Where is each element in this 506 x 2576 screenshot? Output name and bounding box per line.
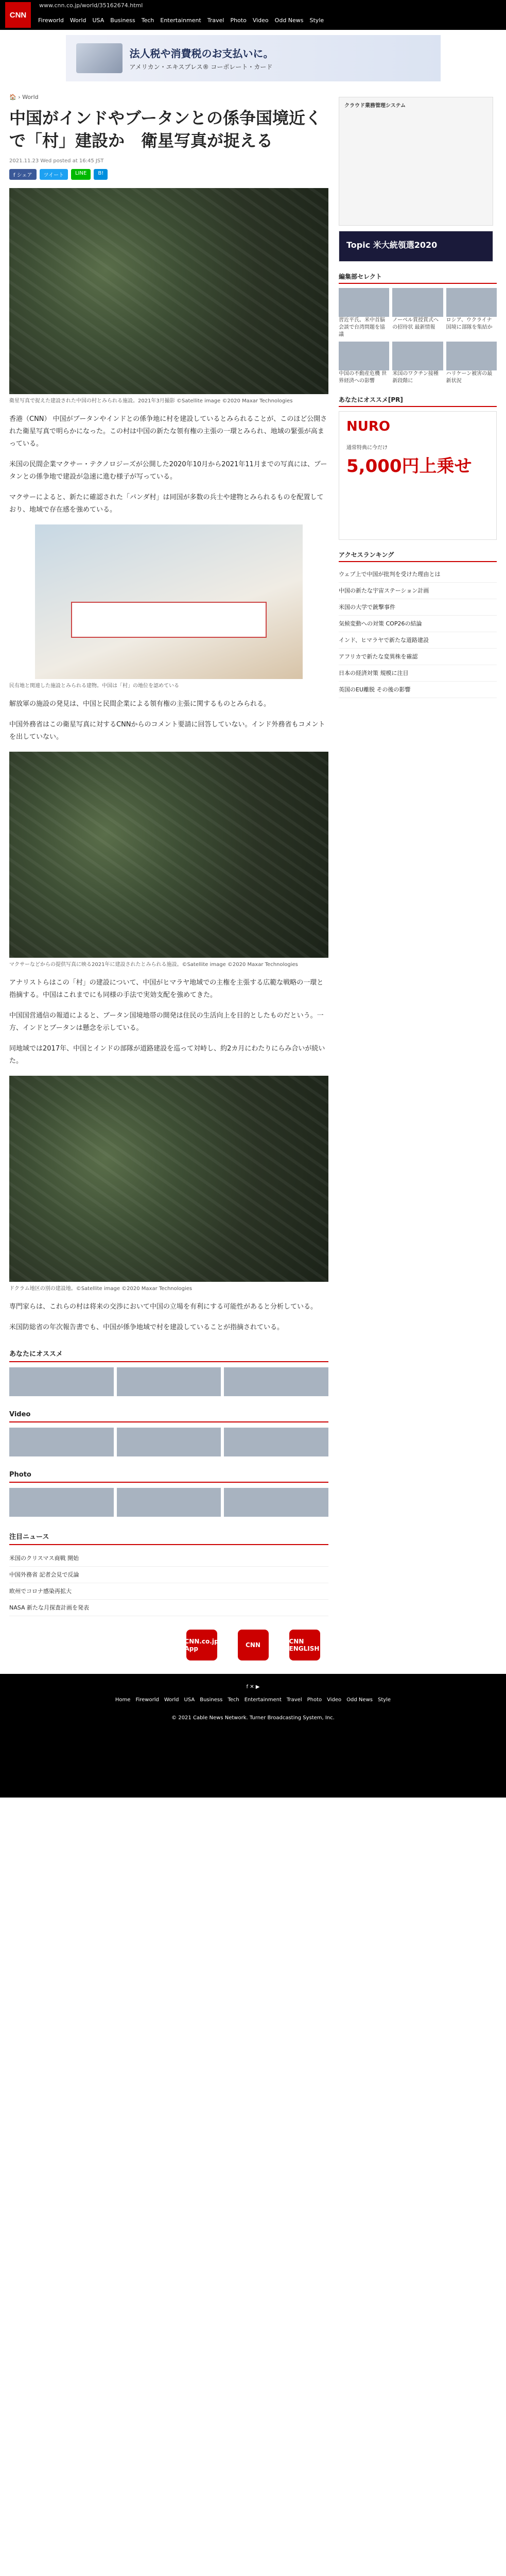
article-paragraph: マクサーによると、新たに確認された「パンダ村」は同国が多数の兵士や建物とみられるものを配置しており、地域で存在感を強めている。 — [9, 494, 324, 514]
recommend-thumb[interactable] — [117, 1367, 221, 1396]
article-date: 2021.11.23 Wed posted at 16:45 JST — [9, 158, 104, 164]
editor-thumb[interactable] — [339, 288, 389, 317]
ranking-item[interactable]: ウェブ上で中国が批判を受けた理由とは — [339, 566, 497, 583]
footer-nav-item[interactable]: Odd News — [346, 1697, 373, 1703]
editor-select-heading: 編集部セレクト — [339, 272, 497, 284]
ranking-heading: アクセスランキング — [339, 550, 497, 562]
nav-item[interactable]: Travel — [207, 16, 224, 24]
footer-nav-item[interactable]: World — [164, 1697, 179, 1703]
photo-thumb[interactable] — [9, 1488, 114, 1517]
main-nav — [38, 17, 324, 24]
footer-nav-item[interactable]: Video — [327, 1697, 342, 1703]
social-icons: f ✕ ▶ — [246, 1684, 260, 1690]
app-icon[interactable]: CNN ENGLISH — [289, 1630, 320, 1660]
photo-heading: Photo — [9, 1468, 328, 1483]
nav-item[interactable]: Business — [110, 16, 135, 24]
recommend-grid — [9, 1367, 328, 1396]
app-icon[interactable]: CNN.co.jp App — [186, 1630, 217, 1660]
article-paragraph: 解放軍の施設の発見は、中国と民間企業による領有権の主張に関するものとみられる。 — [9, 700, 271, 708]
amex-card-image — [76, 43, 123, 73]
ranking-item[interactable]: 気候変動への対策 COP26の結論 — [339, 616, 497, 632]
satellite-image-3 — [9, 1076, 328, 1282]
article-paragraph: 中国外務省はこの衛星写真に対するCNNからのコメント要請に回答していない。インド外務省もコメントを出していない。 — [9, 721, 325, 741]
sidebar — [339, 87, 497, 1616]
editor-thumb[interactable] — [446, 288, 497, 317]
odd-news-heading: 注目ニュース — [9, 1528, 328, 1545]
nav-item[interactable]: Entertainment — [160, 16, 201, 24]
photo-sign — [71, 602, 267, 638]
odd-news-list — [9, 1550, 328, 1616]
editor-item-text[interactable]: ノーベル賞授賞式への招待状 最新情報 — [392, 317, 439, 330]
ranking-item[interactable]: 中国の新たな宇宙ステーション計画 — [339, 583, 497, 599]
footer-nav-item[interactable]: Travel — [286, 1697, 302, 1703]
footer-nav-item[interactable]: Fireworld — [135, 1697, 159, 1703]
satellite-image-1 — [9, 188, 328, 394]
recommend-pr-heading: あなたにオススメ[PR] — [339, 395, 497, 407]
editor-thumb[interactable] — [446, 342, 497, 370]
article-paragraph: 専門家らは、これらの村は将来の交渉において中国の立場を有利にする可能性があると分析している。 — [9, 1303, 318, 1311]
nav-item[interactable]: Tech — [141, 16, 154, 24]
nav-item[interactable]: Odd News — [274, 16, 304, 24]
recommend-thumb[interactable] — [224, 1367, 328, 1396]
nuro-sub: 通常特典に今だけ — [346, 445, 388, 451]
ad-subline: アメリカン・エキスプレス® コーポレート・カード — [129, 63, 273, 71]
image-caption: マクサーなどからの提供写真に映る2021年に建設されたとみられる施設。©Satellite image ©2020 Maxar Technologies — [9, 962, 298, 968]
list-item[interactable]: 中国外務省 記者会見で反論 — [9, 1567, 328, 1583]
breadcrumb-world[interactable]: World — [22, 94, 39, 100]
satellite-image-2 — [9, 752, 328, 958]
nav-item[interactable]: Style — [309, 16, 324, 24]
facebook-share-button[interactable]: f シェア — [9, 169, 37, 180]
app-icon[interactable]: CNN — [238, 1630, 269, 1660]
nuro-big-text: 5,000円上乗せ — [346, 456, 472, 477]
ad-headline: 法人税や消費税のお支払いに。 — [129, 47, 274, 60]
editor-item-text[interactable]: 米国のワクチン接種 新段階に — [392, 371, 439, 384]
app-links — [0, 1630, 506, 1660]
recommend-heading: あなたにオススメ — [9, 1345, 328, 1362]
topic-banner[interactable]: Topic 米大統領選2020 — [339, 231, 493, 262]
line-share-button[interactable]: LINE — [71, 169, 91, 180]
footer-nav-item[interactable]: Tech — [228, 1697, 239, 1703]
footer — [0, 1674, 506, 1798]
image-caption: 民有地と関連した施設とみられる建物。中国は「村」の地位を認めている — [9, 683, 179, 689]
editor-item-text[interactable]: ロシア、ウクライナ国境に部隊を集結か — [446, 317, 493, 330]
cnn-logo[interactable]: CNN — [5, 2, 31, 28]
photo-thumb[interactable] — [224, 1488, 328, 1517]
top-ad-banner[interactable] — [66, 35, 441, 81]
ranking-item[interactable]: アフリカで新たな変異株を確認 — [339, 649, 497, 665]
ranking-item[interactable]: 英国のEU離脱 その後の影響 — [339, 682, 497, 698]
editor-thumb[interactable] — [339, 342, 389, 370]
hatena-share-button[interactable]: B! — [94, 169, 108, 180]
video-heading: Video — [9, 1408, 328, 1422]
footer-nav-item[interactable]: Entertainment — [244, 1697, 282, 1703]
top-bar — [0, 0, 506, 30]
nav-item[interactable]: Photo — [230, 16, 247, 24]
ranking-item[interactable]: インド、ヒマラヤで新たな道路建設 — [339, 632, 497, 649]
article-paragraph: 中国国営通信の報道によると、ブータン国境地帯の開発は住民の生活向上を目的としたものだという。一方、インドとブータンは懸念を示している。 — [9, 1012, 324, 1032]
footer-nav-item[interactable]: Photo — [307, 1697, 322, 1703]
editor-item-text[interactable]: 中国の不動産危機 世界経済への影響 — [339, 371, 387, 384]
footer-nav-item[interactable]: Business — [200, 1697, 223, 1703]
photo-thumb[interactable] — [117, 1488, 221, 1517]
footer-nav-item[interactable]: USA — [184, 1697, 195, 1703]
list-item[interactable]: NASA 新たな月探査計画を発表 — [9, 1600, 328, 1616]
article-paragraph: 香港（CNN） 中国がブータンやインドとの係争地に村を建設しているとみられることが、このほど公開された衛星写真で明らかになった。この村は中国の新たな領有権の主張の一環とみられ、地域の緊張が高まっている。 — [9, 415, 327, 448]
article-column — [9, 87, 328, 1616]
video-thumb[interactable] — [9, 1428, 114, 1456]
article-title: 中国がインドやブータンとの係争国境近くで「村」建設か 衛星写真が捉える — [9, 108, 322, 150]
video-grid — [9, 1428, 328, 1456]
nuro-ad[interactable] — [339, 411, 497, 540]
nav-item[interactable]: World — [69, 16, 86, 24]
photo-grid — [9, 1488, 328, 1517]
nav-item[interactable]: Video — [252, 16, 269, 24]
nav-item[interactable]: Fireworld — [38, 16, 64, 24]
footer-nav-item[interactable]: Home — [115, 1697, 131, 1703]
image-caption: ドクラム地区の別の建設地。©Satellite image ©2020 Maxar Technologies — [9, 1286, 193, 1292]
editor-item-text[interactable]: 習近平氏、米中首脳会談で台湾問題を協議 — [339, 317, 385, 337]
breadcrumb: 🏠 › World — [9, 94, 39, 100]
video-thumb[interactable] — [224, 1428, 328, 1456]
article-paragraph: 同地域では2017年、中国とインドの部隊が道路建設を巡って対峙し、約2カ月にわたりにらみ合いが続いた。 — [9, 1045, 325, 1065]
article-paragraph: 米国防総省の年次報告書でも、中国が係争地域で村を建設していることが指摘されている。 — [9, 1324, 284, 1331]
video-thumb[interactable] — [117, 1428, 221, 1456]
editor-select-grid — [339, 288, 497, 385]
article-paragraph: 米国の民間企業マクサー・テクノロジーズが公開した2020年10月から2021年11月までの写真には、ブータンとの係争地で建設が急速に進む様子が写っている。 — [9, 461, 327, 481]
sidebar-ad[interactable] — [339, 97, 493, 226]
nuro-logo: NURO — [346, 419, 390, 434]
ad-title: クラウド業務管理システム — [344, 103, 406, 109]
list-item[interactable]: 欧州でコロナ感染再拡大 — [9, 1583, 328, 1600]
family-photo — [35, 524, 303, 679]
list-item[interactable]: 米国のクリスマス商戦 開始 — [9, 1550, 328, 1567]
ranking-item[interactable]: 米国の大学で銃撃事件 — [339, 599, 497, 616]
ranking-list — [339, 566, 497, 698]
footer-nav — [10, 1697, 496, 1703]
editor-item-text[interactable]: ハリケーン被害の最新状況 — [446, 371, 493, 384]
editor-thumb[interactable] — [392, 288, 443, 317]
recommend-thumb[interactable] — [9, 1367, 114, 1396]
share-buttons — [9, 169, 328, 180]
article-paragraph: アナリストらはこの「村」の建設について、中国がヒマラヤ地域での主権を主張する広範な戦略の一環と指摘する。中国はこれまでにも同様の手法で実効支配を強めてきた。 — [9, 979, 324, 999]
twitter-share-button[interactable]: ツイート — [40, 169, 68, 180]
copyright: © 2021 Cable News Network. Turner Broadcasting System, Inc. — [171, 1715, 335, 1721]
editor-thumb[interactable] — [392, 342, 443, 370]
footer-nav-item[interactable]: Style — [377, 1697, 391, 1703]
image-caption: 衛星写真で捉えた建設された中国の村とみられる施設。2021年3月撮影 ©Satellite image ©2020 Maxar Technologies — [9, 398, 293, 404]
ranking-item[interactable]: 日本の経済対策 規模に注目 — [339, 665, 497, 682]
nav-item[interactable]: USA — [92, 16, 104, 24]
url-text: www.cnn.co.jp/world/35162674.html — [39, 2, 143, 9]
